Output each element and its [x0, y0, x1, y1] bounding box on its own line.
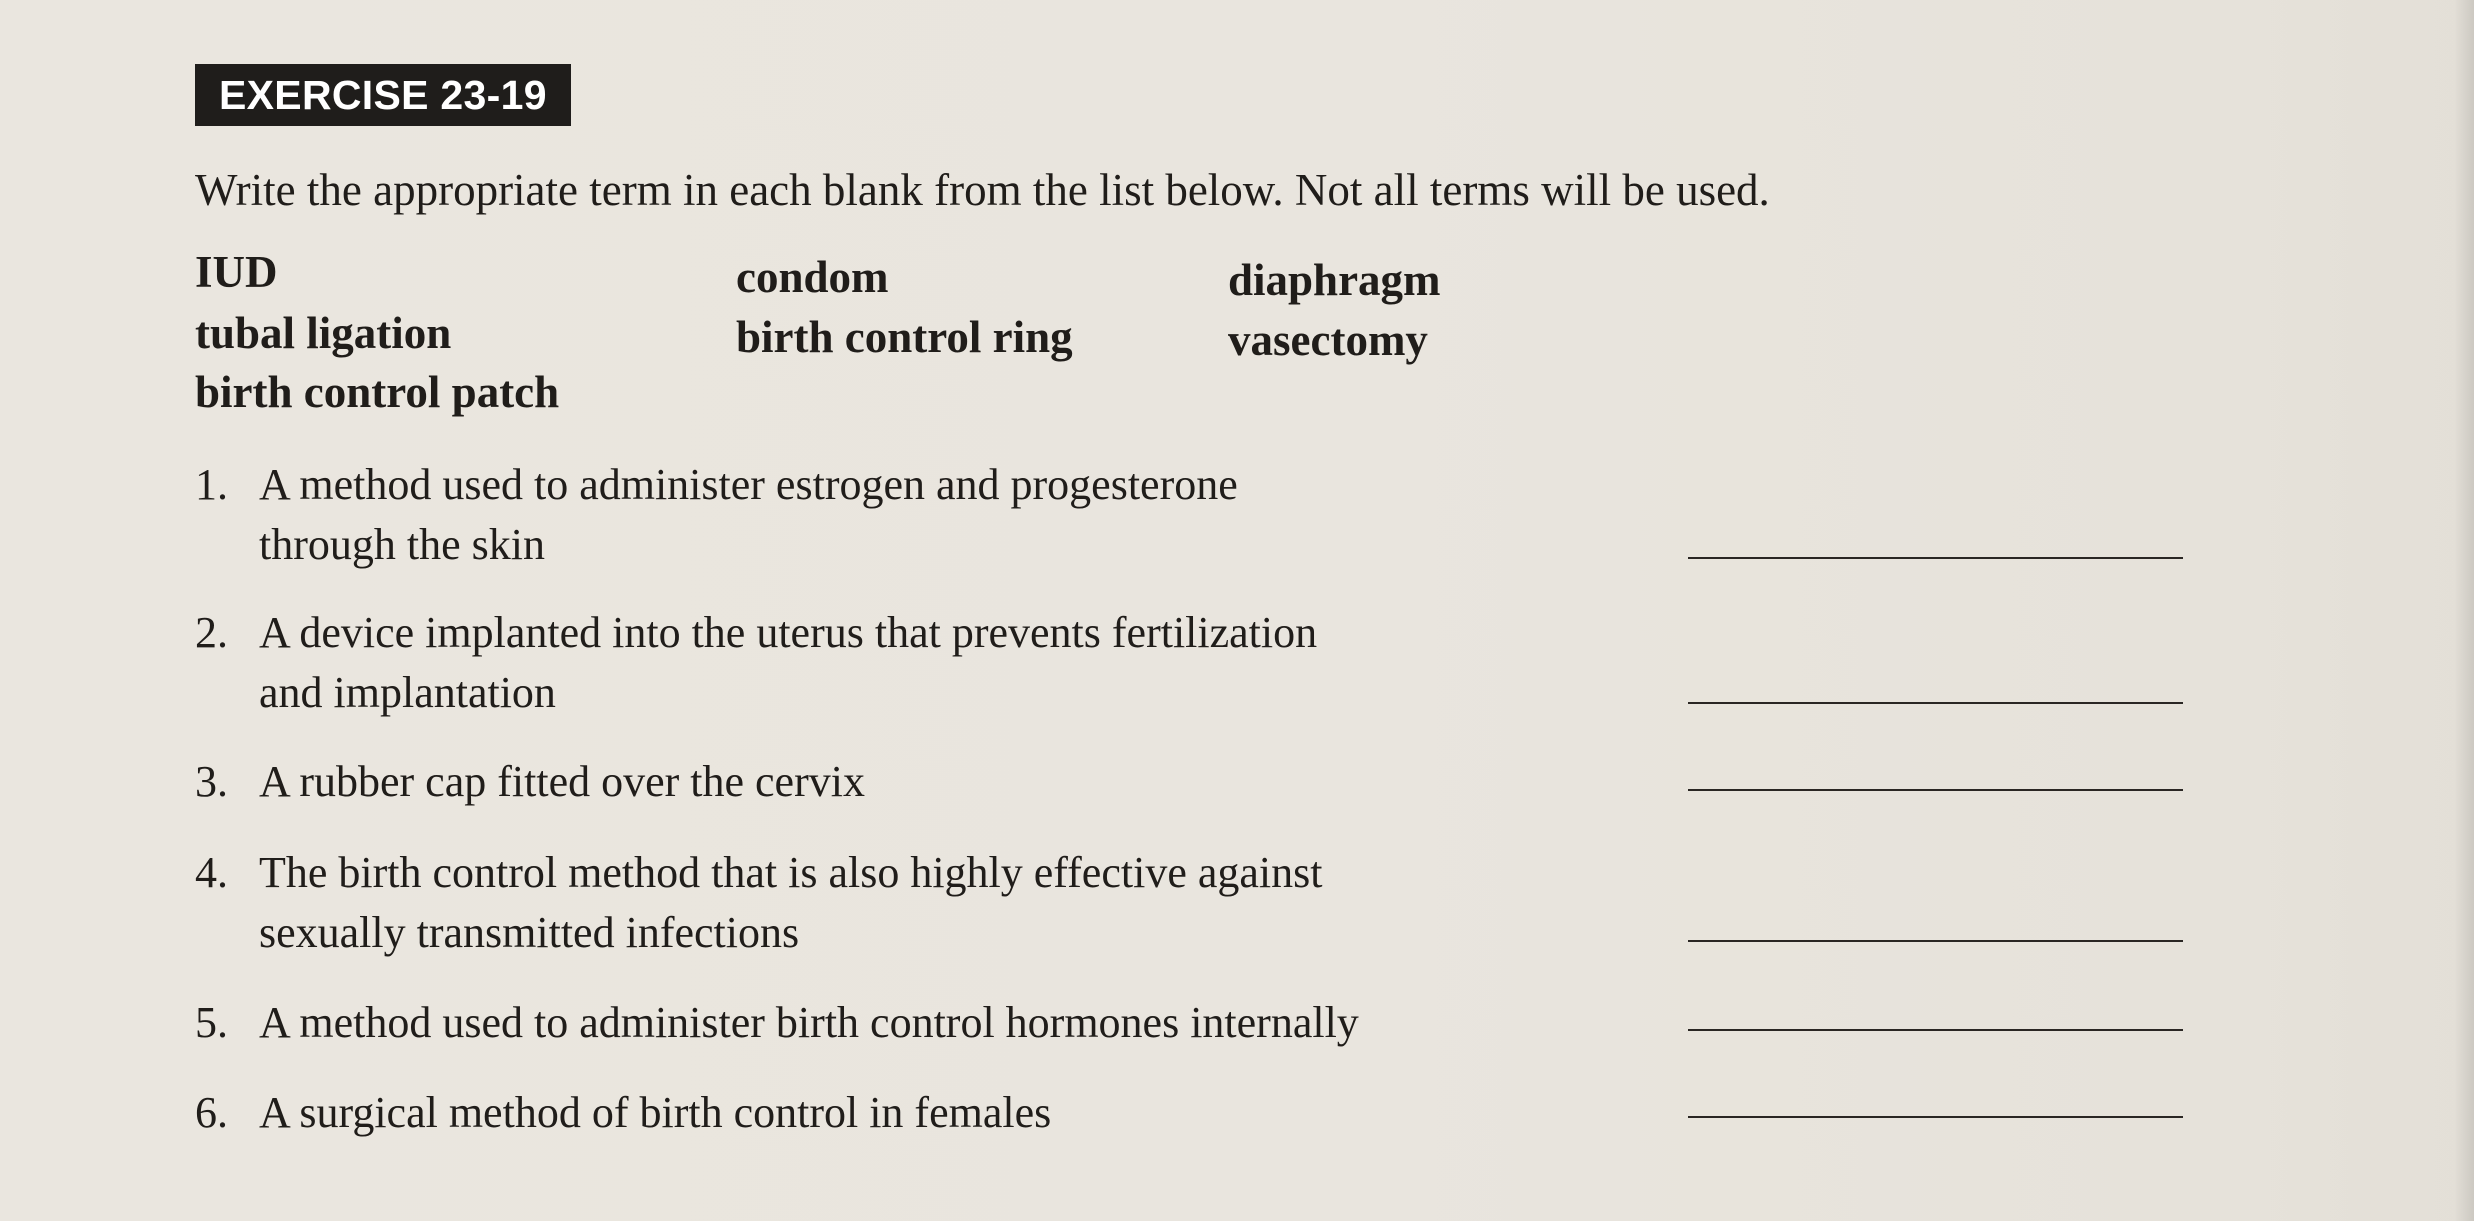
term-birth-control-patch: birth control patch	[195, 367, 560, 417]
answer-blank-2[interactable]	[1688, 702, 2183, 704]
question-text-line1: A method used to administer estrogen and progesterone	[259, 460, 1238, 509]
question-number: 6.	[195, 1088, 228, 1137]
question-text-line2: and implantation	[259, 668, 556, 717]
question-text-line1: The birth control method that is also highly effective against	[259, 848, 1323, 897]
question-number: 5.	[195, 998, 228, 1047]
question-text-line2: through the skin	[259, 520, 545, 569]
term-birth-control-ring: birth control ring	[736, 312, 1073, 362]
term-vasectomy: vasectomy	[1228, 315, 1428, 365]
term-diaphragm: diaphragm	[1228, 255, 1441, 305]
answer-blank-1[interactable]	[1688, 557, 2183, 559]
question-number: 1.	[195, 460, 228, 509]
term-condom: condom	[736, 252, 889, 302]
question-number: 3.	[195, 757, 228, 806]
question-text-line1: A surgical method of birth control in females	[259, 1088, 1052, 1137]
question-text-line1: A rubber cap fitted over the cervix	[259, 757, 865, 806]
question-5	[195, 993, 1359, 1053]
question-3	[195, 752, 865, 812]
question-text-line1: A method used to administer birth control hormones internally	[259, 998, 1359, 1047]
instructions-text: Write the appropriate term in each blank from the list below. Not all terms will be used.	[195, 165, 1770, 215]
question-number: 2.	[195, 608, 228, 657]
answer-blank-3[interactable]	[1688, 789, 2183, 791]
exercise-header: EXERCISE 23-19	[195, 64, 571, 126]
question-6	[195, 1083, 1051, 1143]
question-text-line1: A device implanted into the uterus that prevents fertilization	[259, 608, 1318, 657]
question-1	[195, 455, 1238, 575]
answer-blank-4[interactable]	[1688, 940, 2183, 942]
term-iud: IUD	[195, 247, 278, 297]
question-number: 4.	[195, 848, 228, 897]
question-text-line2: sexually transmitted infections	[259, 908, 800, 957]
term-tubal-ligation: tubal ligation	[195, 308, 452, 358]
answer-blank-5[interactable]	[1688, 1029, 2183, 1031]
page-edge-shadow	[2454, 0, 2474, 1221]
answer-blank-6[interactable]	[1688, 1116, 2183, 1118]
question-4	[195, 843, 1322, 963]
question-2	[195, 603, 1317, 723]
